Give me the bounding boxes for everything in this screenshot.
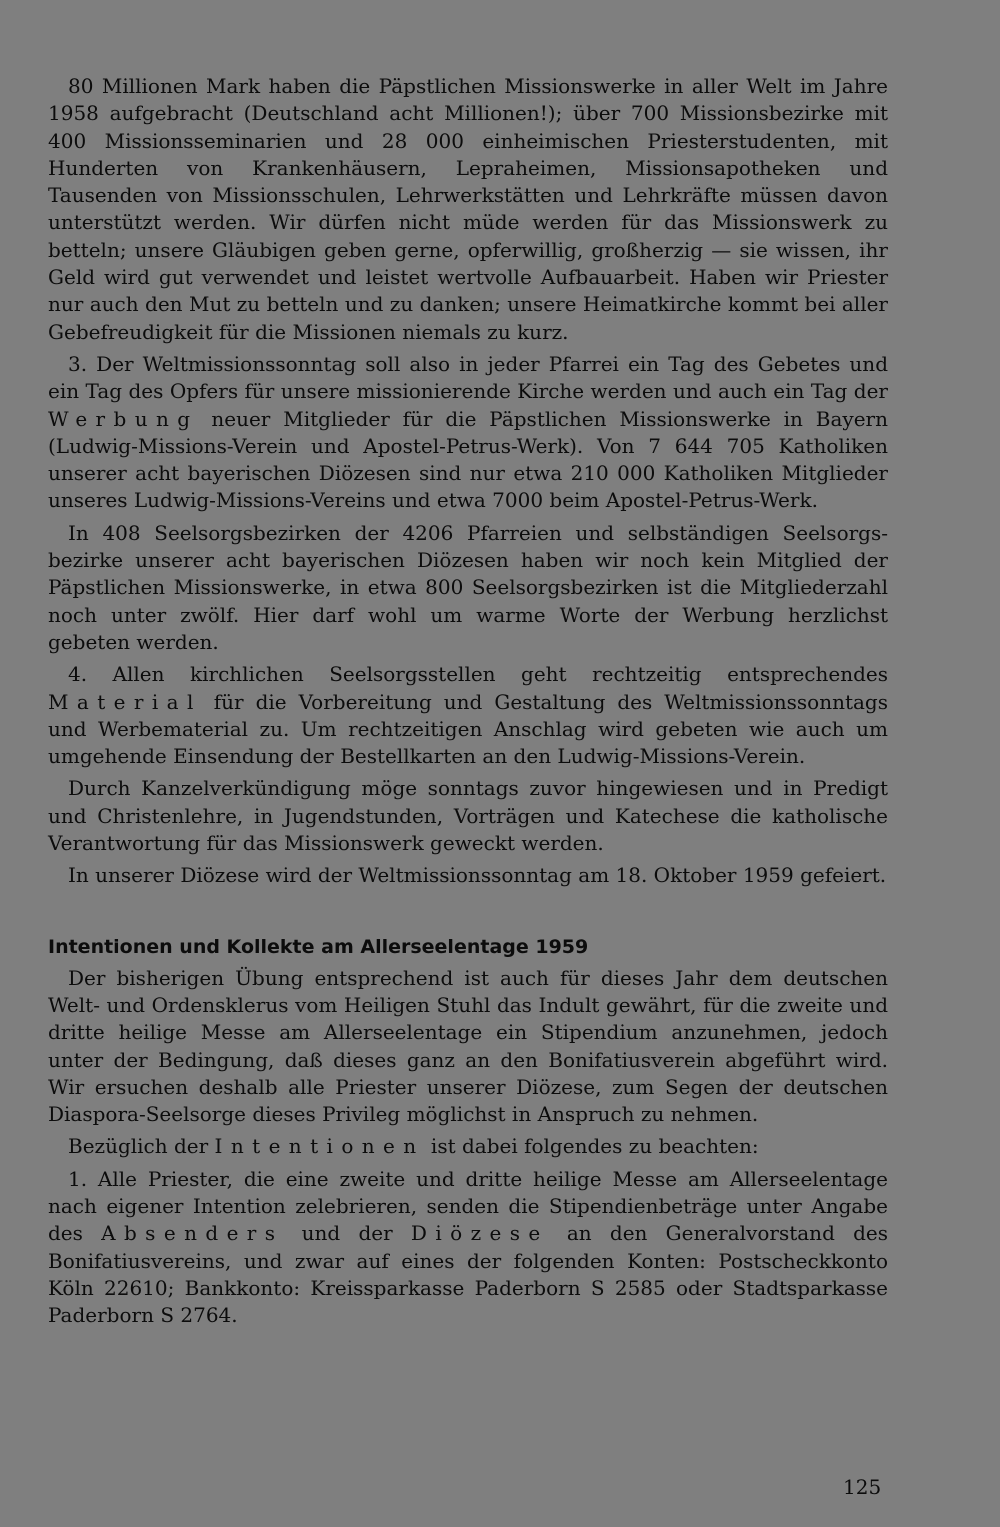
text-segment: 3. Der Weltmissionssonntag soll also in jeder Pfarrei ein Tag des Gebetes und ein Tag des Opfers für unsere missionierende Kirche werden und auch ein Tag der	[48, 351, 888, 404]
paragraph-point-1	[48, 1166, 888, 1330]
paragraph-point-3	[48, 351, 888, 515]
text-segment: an den Generalvorstand des Bonifatiusvereins, und zwar auf eines der folgenden Konten: Postscheckkonto Köln 22610; Bankkonto: Kreissparkasse Paderborn S 2585 oder Stadtsparkasse Paderborn S 2764.	[48, 1221, 888, 1328]
text-segment: 1. Alle Priester, die eine zweite und dritte heilige Messe am Allerseelentage nach eigener Intention zelebrieren, senden die Stipendienbeträge unter Angabe des	[48, 1166, 888, 1246]
text-segment: und der	[283, 1221, 411, 1246]
page-number: 125	[843, 1475, 882, 1499]
spaced-emphasis: Diözese	[410, 1221, 549, 1246]
paragraph-mission-funding: 80 Millionen Mark haben die Päpstlichen Missionswerke in aller Welt im Jahre 1958 aufgebracht (Deutschland acht Millionen!); über 700 Missionsbezirke mit 400 Missionsseminarien und 28 000 einheimischen Priesterstudenten, mit Hunderten von Krankenhäusern, Lepraheimen, Missionsapotheken und Tausenden von Missionsschulen, Lehrwerkstätten und Lehrkräfte müssen davon unterstützt werden. Wir dürfen nicht müde werden für das Missionswerk zu betteln; unsere Gläubigen geben gerne, opferwillig, großherzig — sie wissen, ihr Geld wird gut verwendet und leistet wertvolle Aufbauarbeit. Haben wir Priester nur auch den Mut zu betteln und zu danken; unsere Heimatkirche kommt bei aller Gebefreudigkeit für die Missionen niemals zu kurz.	[48, 74, 888, 344]
page-body	[48, 73, 888, 1329]
spaced-emphasis: Absenders	[101, 1221, 284, 1246]
paragraph-indult: Der bisherigen Übung entsprechend ist auch für dieses Jahr dem deutschen Welt- und Ordensklerus vom Heiligen Stuhl das Indult gewährt, für die zweite und dritte heilige Messe am Allerseelentage ein Stipendium anzunehmen, jedoch unter der Bedingung, daß dieses ganz an den Bonifatiusverein abgeführt wird. Wir ersuchen deshalb alle Priester unserer Diözese, zum Segen der deutschen Diaspora-Seelsorge dieses Privileg möglichst in Anspruch zu nehmen.	[48, 965, 888, 1127]
paragraph-intentionen	[48, 1133, 888, 1160]
paragraph-date: In unserer Diözese wird der Weltmissionssonntag am 18. Oktober 1959 gefeiert.	[68, 863, 887, 888]
text-segment: für die Vorbereitung und Gestaltung des Weltmissionssonntags und Werbematerial zu. Um rechtzeitigen Anschlag wird gebeten wie auch um umgehende Einsendung der Bestellkarten an den Ludwig-Missions-Verein.	[48, 689, 888, 769]
paragraph-kanzelverkuendigung: Durch Kanzelverkündigung möge sonntags zuvor hingewiesen und in Predigt und Christenlehre, in Jugendstunden, Vorträgen und Katechese die katholische Verantwortung für das Missionswerk geweckt werden.	[48, 776, 888, 856]
text-segment: 4. Allen kirchlichen Seelsorgsstellen geht rechtzeitig entsprechendes	[68, 662, 888, 687]
paragraph-point-4	[48, 661, 888, 770]
section-heading: Intentionen und Kollekte am Allerseelentage 1959	[48, 935, 589, 958]
spaced-emphasis: Werbung	[48, 406, 199, 431]
paragraph-seelsorgsbezirke: In 408 Seelsorgsbezirken der 4206 Pfarreien und selbständigen Seelsorgsbezirke unserer acht bayerischen Diözesen haben wir noch kein Mitglied der Päpstlichen Missionswerke, in etwa 800 Seelsorgsbezirken ist die Mitgliederzahl noch unter zwölf. Hier darf wohl um warme Worte der Werbung herzlichst gebeten werden.	[48, 520, 888, 654]
text-segment: neuer Mitglieder für die Päpstlichen Missionswerke in Bayern (Ludwig-Missions-Verein und Apostel-Petrus-Werk). Von 7 644 705 Katholiken unserer acht bayerischen Diözesen sind nur etwa 210 000 Katholiken Mitglieder unseres Ludwig-Missions-Vereins und etwa 7000 beim Apostel-Petrus-Werk.	[48, 406, 888, 513]
text-segment: ist dabei folgendes zu beachten:	[424, 1134, 759, 1159]
spaced-emphasis: Intentionen	[214, 1134, 425, 1159]
text-segment: Bezüglich der	[68, 1134, 215, 1159]
spaced-emphasis: Material	[48, 689, 202, 714]
